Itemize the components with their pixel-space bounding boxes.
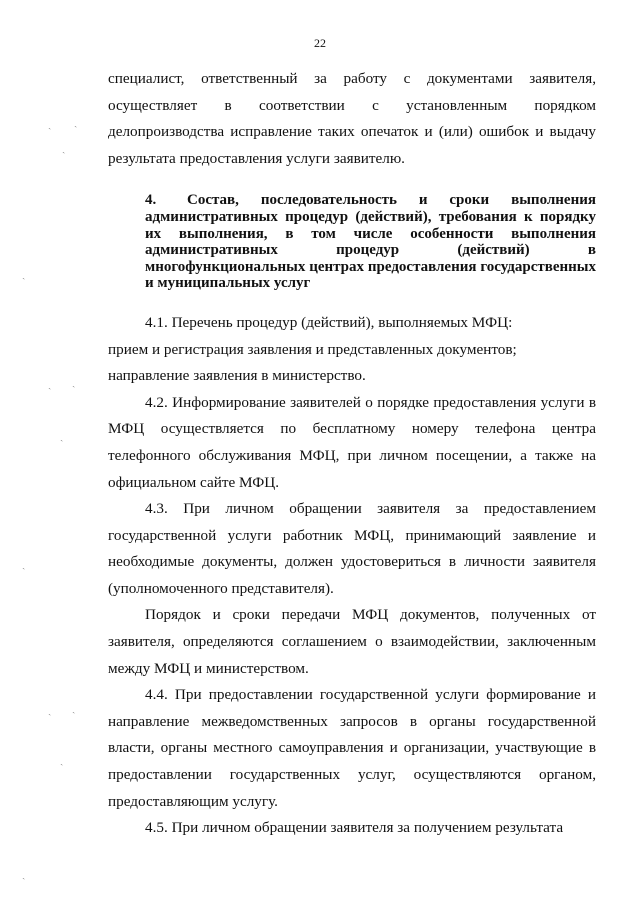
section-number: 4. [145, 192, 157, 209]
document-body [108, 66, 596, 842]
scan-mark: ˏ [72, 703, 76, 714]
paragraph-4-4: 4.4. При предоставлении государственной услуги формирование и направление межведомственных запросов в органы государственной власти, органы местного самоуправления и организации, участвующие в предоставлении государственных услуг, осуществляются органом, предоставляющим услугу. [108, 686, 596, 810]
scan-mark: ˏ [60, 431, 64, 442]
list-item-2: направление заявления в министерство. [108, 367, 366, 385]
scan-mark: ˎ [22, 559, 26, 570]
list-item-1: прием и регистрация заявления и представленных документов; [108, 340, 517, 358]
section-heading [145, 192, 596, 292]
section-title: Состав, последовательность и сроки выполнения административных процедур (действий), требования к порядку их выполнения, в том числе особенности выполнения административных процедур (действий) в многофункциональных центрах предоставления государственных и муниципальных услуг [145, 192, 596, 292]
paragraph-4-2: 4.2. Информирование заявителей о порядке предоставления услуги в МФЦ осуществляется по бесплатному номеру телефона центра телефонного обслуживания МФЦ, при личном посещении, а также на официальном сайте МФЦ. [108, 393, 596, 491]
page-number: 22 [314, 36, 326, 50]
scan-mark: ˏ [74, 117, 78, 128]
paragraph-4-5: 4.5. При личном обращении заявителя за получением результата [145, 819, 564, 837]
scan-mark: ˎ [48, 379, 52, 390]
scan-mark: ˏ [72, 377, 76, 388]
paragraph-4-3: 4.3. При личном обращении заявителя за предоставлением государственной услуги работник МФЦ, принимающий заявление и необходимые документы, должен удостовериться в личности заявителя (уполномоченного представителя). [108, 500, 596, 597]
scan-mark: ˏ [62, 143, 66, 154]
paragraph-order-terms: Порядок и сроки передачи МФЦ документов, полученных от заявителя, определяются соглашением о взаимодействии, заключенным между МФЦ и министерством. [108, 606, 596, 677]
scan-mark: ˎ [22, 269, 26, 280]
paragraph-4-1: 4.1. Перечень процедур (действий), выполняемых МФЦ: [145, 313, 513, 331]
paragraph-continuation: специалист, ответственный за работу с документами заявителя, осуществляет в соответствии с установленным порядком делопроизводства исправление таких опечаток и (или) ошибок и выдачу результата предоставления услуги заявителю. [108, 70, 596, 167]
scan-mark: ˎ [48, 119, 52, 130]
scan-mark: ˏ [60, 755, 64, 766]
scan-mark: ˎ [22, 869, 26, 880]
scan-mark: ˎ [48, 705, 52, 716]
